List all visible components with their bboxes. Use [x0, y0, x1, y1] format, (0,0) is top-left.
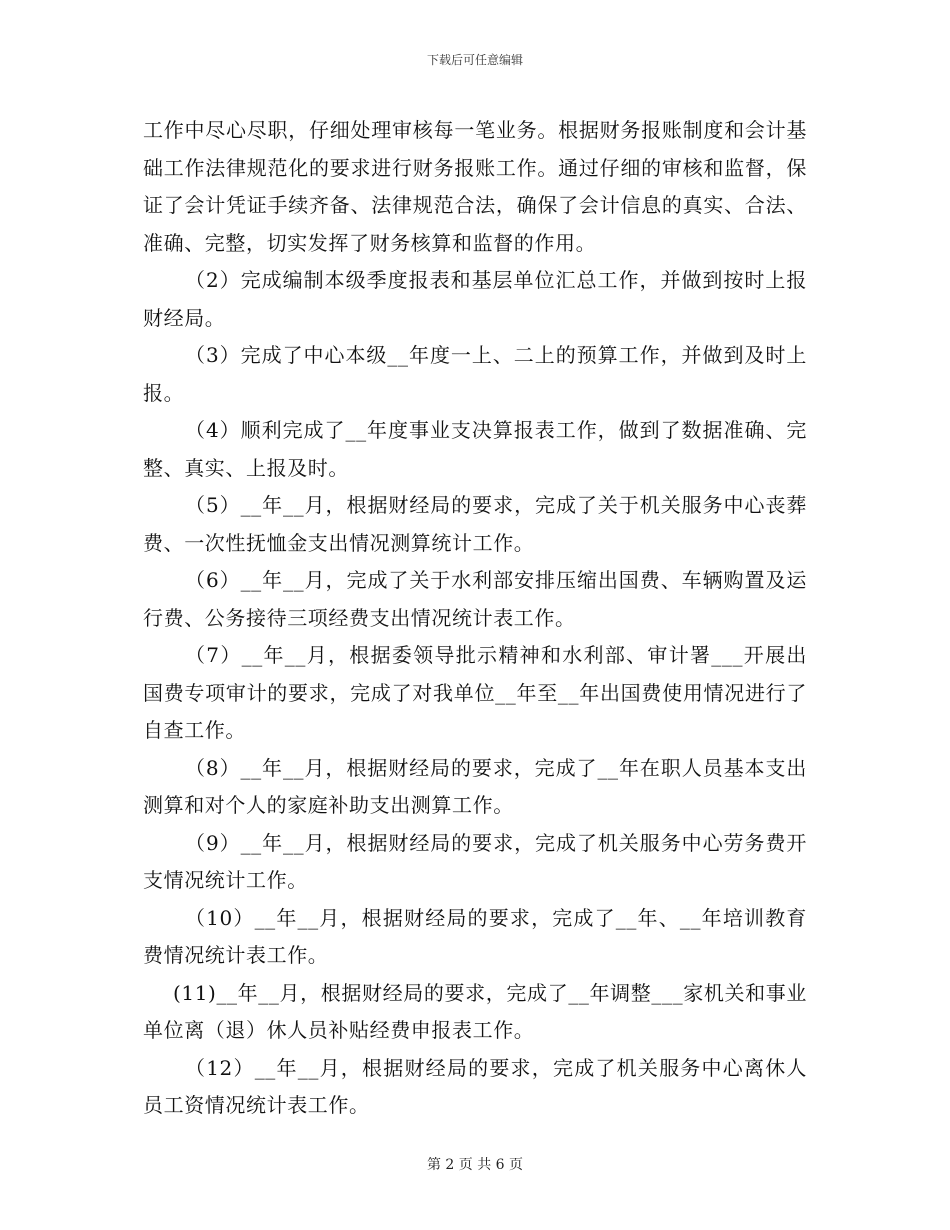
- paragraph-7: （7）__年__月，根据委领导批示精神和水利部、审计署___开展出国费专项审计的要求，完成了对我单位__年至__年出国费使用情况进行了自查工作。: [143, 643, 807, 742]
- paragraph-3: （3）完成了中心本级__年度一上、二上的预算工作，并做到及时上报。: [143, 343, 807, 405]
- paragraph-11: (11)__年__月，根据财经局的要求，完成了__年调整___家机关和事业单位离（退）休人员补贴经费申报表工作。: [143, 980, 807, 1042]
- paragraph-12: （12）__年__月，根据财经局的要求，完成了机关服务中心离休人员工资情况统计表工作。: [143, 1055, 807, 1117]
- page-number: 第 2 页 共 6 页: [426, 1157, 524, 1173]
- paragraph-2: （2）完成编制本级季度报表和基层单位汇总工作，并做到按时上报财经局。: [143, 268, 807, 330]
- paragraph-9: （9）__年__月，根据财经局的要求，完成了机关服务中心劳务费开支情况统计工作。: [143, 830, 807, 892]
- paragraph-4: （4）顺利完成了__年度事业支决算报表工作，做到了数据准确、完整、真实、上报及时。: [143, 418, 807, 480]
- document-body: [143, 112, 807, 1125]
- paragraph-10: （10）__年__月，根据财经局的要求，完成了__年、__年培训教育费情况统计表工作。: [143, 905, 807, 967]
- paragraph-1: 工作中尽心尽职，仔细处理审核每一笔业务。根据财务报账制度和会计基础工作法律规范化的要求进行财务报账工作。通过仔细的审核和监督，保证了会计凭证手续齐备、法律规范合法，确保了会计信息的真实、合法、准确、完整，切实发挥了财务核算和监督的作用。: [143, 118, 807, 255]
- paragraph-6: （6）__年__月，完成了关于水利部安排压缩出国费、车辆购置及运行费、公务接待三项经费支出情况统计表工作。: [143, 568, 807, 630]
- page-header-note: 下载后可任意编辑: [426, 53, 523, 67]
- paragraph-5: （5）__年__月，根据财经局的要求，完成了关于机关服务中心丧葬费、一次性抚恤金支出情况测算统计工作。: [143, 493, 807, 555]
- paragraph-8: （8）__年__月，根据财经局的要求，完成了__年在职人员基本支出测算和对个人的家庭补助支出测算工作。: [143, 755, 807, 817]
